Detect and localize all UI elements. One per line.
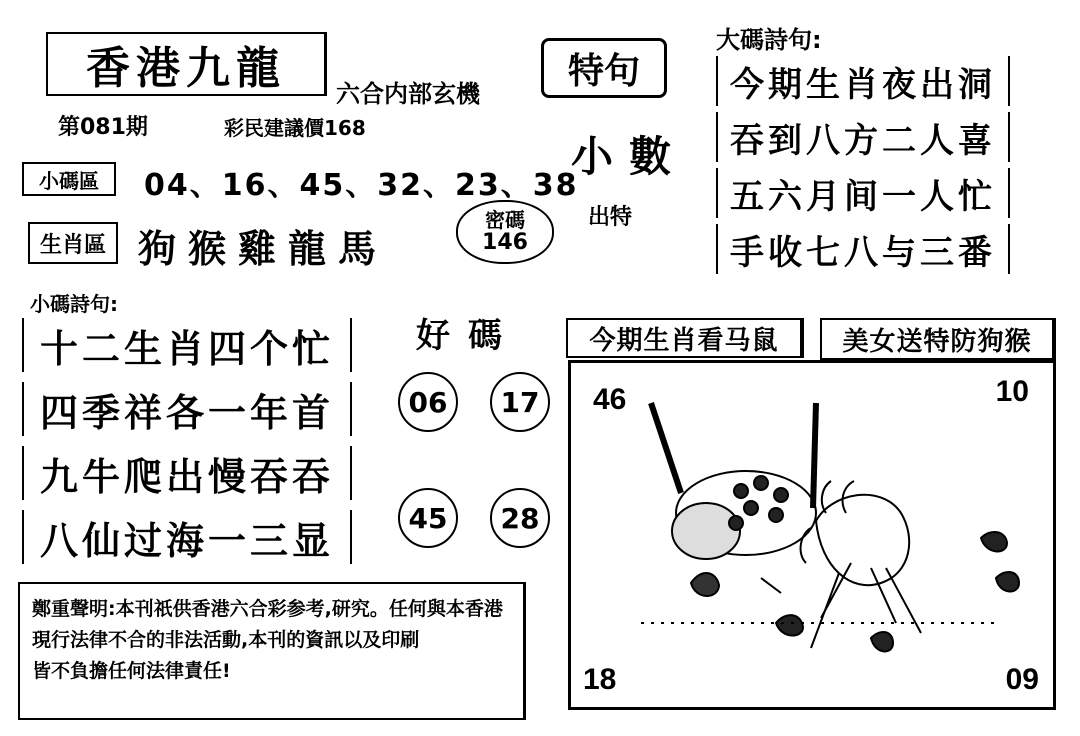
big-poem-line-4: 手收七八与三番 (716, 224, 1010, 274)
good-number-4: 28 (490, 488, 550, 548)
small-poem-line-4: 八仙过海一三显 (22, 510, 352, 564)
illustration (571, 363, 1053, 707)
special-tag (541, 38, 667, 98)
corner-number-top-left: 46 (593, 383, 627, 416)
disclaimer-line-2: 現行法律不合的非法活動,本刊的資訊以及印刷 (32, 629, 420, 651)
subtitle: 六合内部玄機 (336, 80, 480, 108)
big-poem-line-1: 今期生肖夜出洞 (716, 56, 1010, 106)
corner-number-bottom-right: 09 (1005, 663, 1039, 696)
disclaimer-line-1: 鄭重聲明:本刊祇供香港六合彩参考,研究。任何與本香港 (32, 598, 503, 620)
good-number-3: 45 (398, 488, 458, 548)
page-title: 香港九龍 (86, 43, 286, 94)
zodiac-values: 狗猴雞龍馬 (138, 227, 389, 271)
corner-number-bottom-left: 18 (583, 663, 617, 696)
secret-code-box (456, 200, 554, 264)
small-poem-line-3: 九牛爬出慢吞吞 (22, 446, 352, 500)
big-poem-line-2: 吞到八方二人喜 (716, 112, 1010, 162)
price-advice: 彩民建議價168 (224, 116, 366, 140)
small-poem-line-1: 十二生肖四个忙 (22, 318, 352, 372)
big-poem-heading: 大碼詩句: (716, 26, 822, 54)
zodiac-hint-left: 今期生肖看马鼠 (566, 318, 804, 358)
disclaimer-box (18, 582, 526, 720)
corner-number-top-right: 10 (995, 375, 1029, 408)
good-number-2: 17 (490, 372, 550, 432)
good-numbers-heading: 好碼 (416, 316, 520, 356)
small-number-label: 小碼區 (22, 162, 116, 196)
title-box (46, 32, 327, 96)
special-tail-text: 出特 (588, 205, 633, 230)
issue-number: 第081期 (58, 115, 148, 140)
picture-frame (568, 360, 1056, 710)
big-poem-line-3: 五六月间一人忙 (716, 168, 1010, 218)
secret-code-number: 146 (482, 229, 528, 255)
secret-code-title: 密碼 (485, 207, 525, 232)
special-main-text: 小數 (571, 132, 688, 181)
small-number-values: 04、16、45、32、23、38 (144, 168, 579, 203)
zodiac-label: 生肖區 (28, 222, 118, 264)
small-poem-line-2: 四季祥各一年首 (22, 382, 352, 436)
zodiac-hint-right: 美女送特防狗猴 (820, 318, 1056, 360)
disclaimer-line-3: 皆不負擔任何法律責任! (32, 660, 231, 682)
good-number-1: 06 (398, 372, 458, 432)
small-poem-heading: 小碼詩句: (30, 292, 118, 316)
special-tag-text: 特句 (567, 50, 640, 92)
